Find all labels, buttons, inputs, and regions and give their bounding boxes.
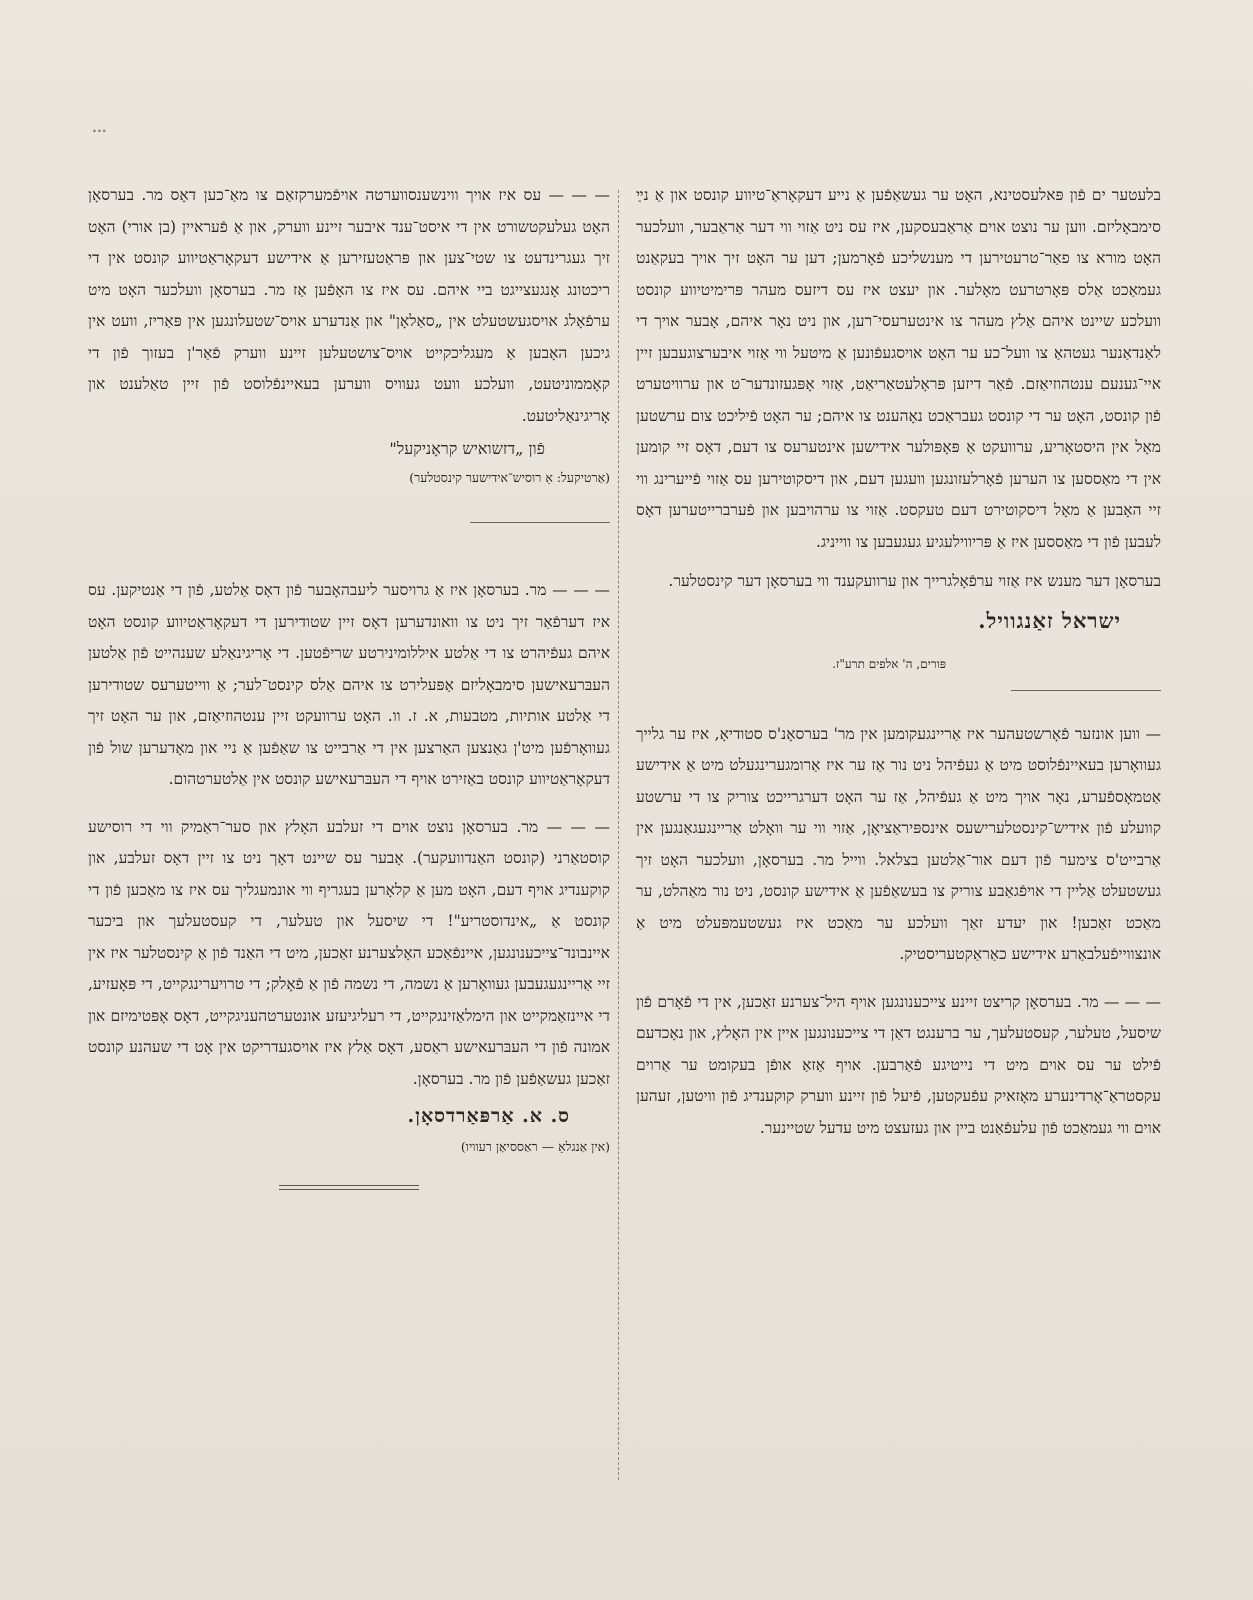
signature-zangwill: ישראל זאַנגוויל.	[978, 607, 1121, 633]
signature-arpardson: ס. א. אַרפּאַרדסאָן.	[407, 1105, 570, 1127]
right-paragraph-2: בערסאָן דער מענש איז אַזוי ערפֿאָלגרייך און ערוועקענד ווי בערסאָן דער קינסטלער.	[668, 572, 1161, 590]
date-line: פּורים, ה' אלפים תרע"ז.	[832, 656, 946, 671]
right-column	[636, 180, 1161, 1144]
left-column	[88, 180, 610, 1190]
source-jewish-chronicle: פֿון „דזשואיש קראָניקעל"	[389, 439, 545, 458]
left-paragraph-2: — — — מר. בערסאָן איז אַ גרויסער ליעבהאָבער פֿון דאָס אַלטע, פֿון די אַנטיקען. עס איז דערפֿאַר זיך ניט צו וואונדערען דאָס זיין שטודירען די דעקאָראַטיווע קונסט האָט איהם געפֿיהרט צו די אַלטע איללומינירטע שריפֿטען. די אָריגינאַלע שענהייט פֿון אַלטען העבּרעאישען סימבאָליזם אַפּעלירט צו איהם אַלס קינסט־לער; אַ ווייטערעס שטודירען די אַלטע אותיות, מטבעות, א. ז. וו. האָט ערוועקט זיין ענטהוזיאַזם, און ער האָט זיך געוואָרפֿען מיט'ן גאַנצען האַרצען אין די אַרבייט צו שאַפֿען אַ ניי און מאָדערען שול פֿון דעקאָראַטיווע קונסט באַזירט אויף די העבּרעאישע קונסט אין אַלטערטהום.	[88, 581, 610, 788]
review-note: (אין אַנגלאַ — ראַססיאַן רעוויו)	[460, 1139, 610, 1154]
end-double-rule	[279, 1185, 419, 1190]
left-paragraph-1: — — — עס איז אויך ווינשענסווערטה אויפֿמערקזאַם צו מאַ־כען דאָס מר. בערסאָן האָט געלעקטשורט אין די איסט־ענד איבער זיינע ווערק, און אַ פֿעראיין (בן אורי) האָט זיך געגרינדעט צו שטי־צען און פּראַטעזירען אַ אידישע דעקאָראַטיווע קונסט אין די ריכטונג אָנגעצייגט ביי איהם. עס איז צו האָפֿען אַז מר. בערסאָן וועלכער האָט מיט ערפֿאָלג אויסגעשטעלט אין „סאַלאָן" און אַנדערע אויס־שטעלונגען אין פּאַריז, וועט אין גיכען האָבען אַ מעגליכקייט אויס־צושטעלען זיינע ווערק פֿאַר'ן בעזוך פֿון די קאָממוניטעט, וועלכע וועט געוויס ווערען בעאיינפֿלוסט פֿון זיין טאַלענט און אָריגינאַליטעט.	[88, 186, 610, 425]
right-paragraph-3: — ווען אונזער פֿאָרשטעהער איז אַריינגעקומען אין מר' בערסאָנ'ס סטודיאָ, איז ער גלייך געוואָרען בעאיינפֿלוסט מיט אַ געפֿיהל ניט נור אַז ער איז אַרומגערינגעלט מיט אַ אידישע אַטמאָספֿערע, נאָר אויך מיט אַ געפֿיהל, אַז ער האָט דערגרייכט צוריק צו די ערשטע קוועלע פֿון אידיש־קינסטלערישעס אינספּיראַציאָן, אַזוי ווי ער וואָלט אַריינגעגאַנגען אין אַרבייט'ס צימער פֿון דעם אור־אַלטען בצלאל. ווייל מר. בערסאָן, וועלכער האָט זיך געשטעלט אַליין די אויפֿגאַבע צוריק צו בעשאַפֿען אַ אידישע קונסט, ניט נור מאַהלט, ער מאַכט זאַכען! און יעדע זאַך וועלכע ער מאַכט איז געשטעמפּעלט מיט אַ אונצווייפֿעלבאַרע אידישע כאַראַקטעריסטיק.	[636, 724, 1161, 963]
right-paragraph-1: בלעטער ים פֿון פּאלעסטינא, האָט ער געשאַפֿען אַ נייע דעקאָראַ־טיווע קונסט און אַ נײַ סימבאָליזם. ווען ער נוצט אוים אַראַבעסקען, איז עס ניט אַזוי ווי דער אַראַבער, וועלכער האָט מורא צו פאַר־טרעטירען די מענשליכע פֿאָרמען; דען ער האָט זיך אויך בעקאַנט געמאַכט אַלס פּאָרטרעט מאָלער. און יעצט איז עס דיזעס מעהר פּרימיטיווע קונסט וועלכע שיינט איהם אַלץ מעהר צו אינטערעסי־רען, און ניט נאָר איהם, אָבער אויך די לאַנדאַנער געטהאַ צו וועל־כע ער האָט אויסגעפֿונען אַ מיטעל ווי אַזוי איבערצוגעבען זיין איי־גענעם ענטהוזיאַזם. פֿאַר דיזען פּראָלעטאַריאַט, אַזוי אָפּגעזונדער־ט און ערוויטערט פֿון קונסט, האָט ער די קונסט געבראַכט נאָהענט צו איהם; ער האָט פֿיליכט צום ערשטען מאָל אין היסטאָריע, ערוועקט אַ פּאָפּולער אידישען אינטערעס צו דעם, דאָס זיי קומען אין די מאַססען צו הערען פֿאָרלעזונגען וועגען דעם, און דיסקוטירען עס אַזוי פֿייערינג ווי זיי האָבען אַ מאָל דיסקוטירט דעם טעקסט. אַזוי צו ערהויבען און פֿערברייטערען דאָס לעבען פֿון די מאַססען איז אַ פּריווילעגיע געגעבען צו ווייניג.	[636, 186, 1161, 551]
left-paragraph-3: — — — מר. בערסאָן נוצט אוים די זעלבע האָלץ און סער־ראַמיק ווי די רוסישע קוסטאַרני (קונסט האַנדוועקער). אָבער עס שיינט דאָך ניט צו זיין דאָס זעלבע, און קוקענדיג אויף דעם, האָט מען אַ קלאָרען בעגריף ווי אונמעגליך עס איז צו מאַכען פֿון די קונסט אַ „אינדוסטריע"! די שיסעל און טעלער, די קעסטעלעך און ביכער איינבונד־צייכענונגען, איינפֿאַכע האָלצערנע זאַכען, מיט די האַנד פֿון אַ קינסטלער איז אין זיי אַריינגעגעבען געוואָרען אַ נשמה, די נשמה פֿון אַ פֿאָלק; די טרויערינגקייט, די פּאָעזיע, די איינזאַמקייט און הימלאַזינגקייט, די רעליגיעזע אונטערטהעניגקייט, דאָס אָפּטימיזם און אמונה פֿון די העבּרעאישע ראַסע, דאָס אַלץ איז אויסגעדריקט אין אָט די שעהנע קונסט זאַכען געשאַפֿען פֿון מר. בערסאָן.	[88, 817, 611, 1088]
paper-speck: ∙∙∙	[92, 126, 107, 137]
column-divider	[618, 190, 619, 1480]
right-paragraph-4: — — — מר. בערסאָן קריצט זיינע צייכענונגען אויף היל־צערנע זאַכען, אין די פֿאָרם פֿון שיסעל, טעלער, קעסטעלעך, ער ברענגט דאַן די צייכענונגען איין אין האָלץ, און נאָכדעם פֿילט ער עס אוים מיט די נייטיגע פֿאַרבען. אויף אַזאַ אופֿן בעקומט ער אַרוים עקסטראַ־אָרדינערע מאָזאיק עפֿעקטען, פֿיעל פֿון זיינע ווערק קוקענדיג פֿון וויטען, זעהען אוים ווי געמאַכט פֿון עלעפֿאַנט ביין און געזעצט מיט עדעל שטיינער.	[636, 992, 1161, 1137]
article-note: (אַרטיקעל: אַ רוסיש־אידישער קינסטלער)	[409, 470, 610, 485]
